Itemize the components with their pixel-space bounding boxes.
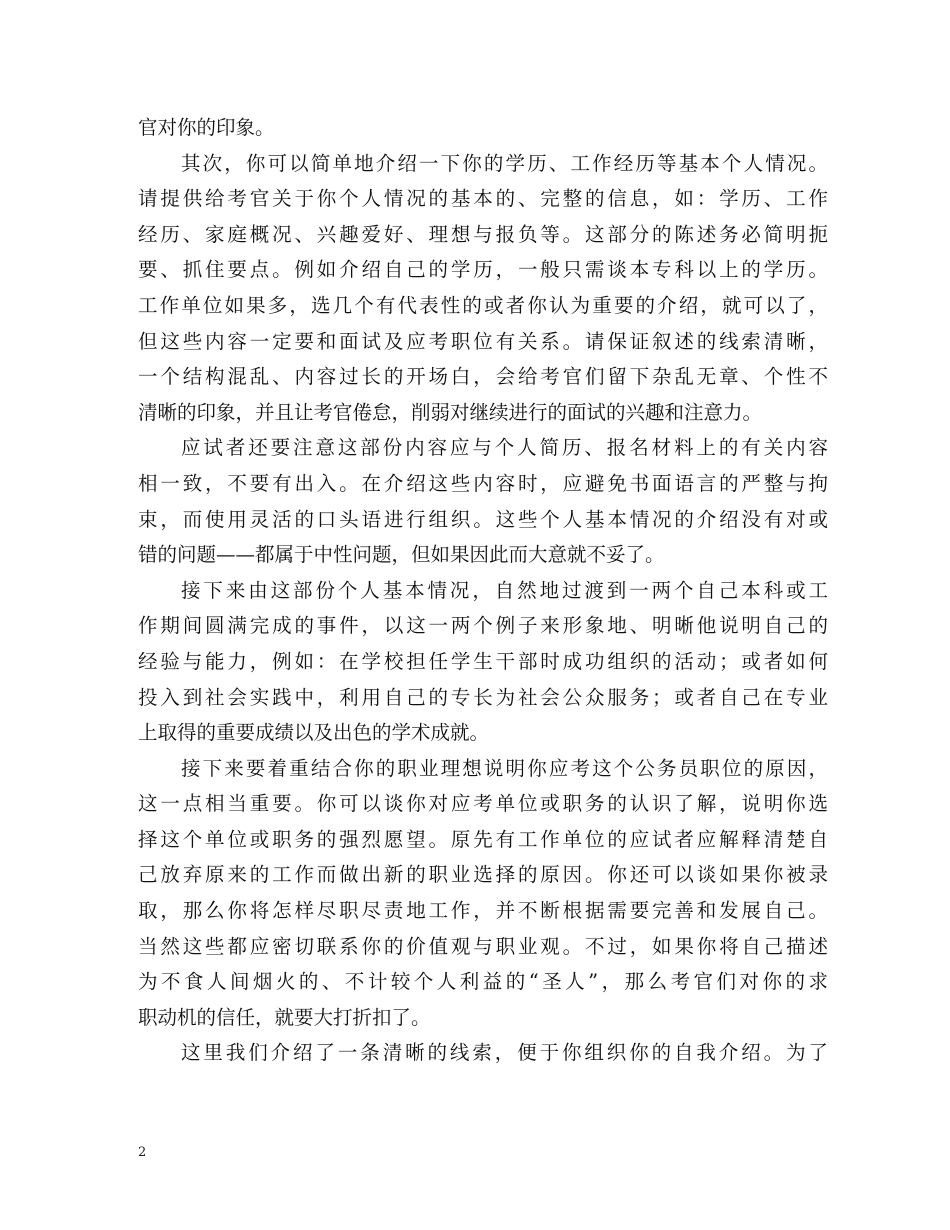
text-line: 工作单位如果多，选几个有代表性的或者你认为重要的介绍，就可以了， [138, 293, 828, 317]
text-line: 要、抓住要点。例如介绍自己的学历，一般只需谈本专科以上的学历。 [138, 258, 828, 282]
text-line: 接下来由这部份个人基本情况，自然地过渡到一两个自己本科或工 [181, 578, 828, 602]
text-line: 作期间圆满完成的事件，以这一两个例子来形象地、明晰他说明自己的 [138, 614, 828, 638]
page-number: 2 [138, 1145, 147, 1160]
text-line: 一个结构混乱、内容过长的开场白，会给考官们留下杂乱无章、个性不 [138, 365, 828, 389]
text-line: 职动机的信任，就要大打折扣了。 [138, 1005, 431, 1029]
text-line: 但这些内容一定要和面试及应考职位有关系。请保证叙述的线索清晰， [138, 329, 828, 353]
text-line: 错的问题——都属于中性问题，但如果因此而大意就不妥了。 [138, 543, 665, 567]
text-line: 经历、家庭概况、兴趣爱好、理想与报负等。这部分的陈述务必简明扼 [138, 222, 828, 246]
text-line: 经验与能力，例如：在学校担任学生干部时成功组织的活动；或者如何 [138, 649, 828, 673]
text-line: 当然这些都应密切联系你的价值观与职业观。不过，如果你将自己描述 [138, 934, 828, 958]
text-line: 这一点相当重要。你可以谈你对应考单位或职务的认识了解，说明你选 [138, 792, 828, 816]
text-line: 其次，你可以简单地介绍一下你的学历、工作经历等基本个人情况。 [181, 151, 828, 175]
text-line: 上取得的重要成绩以及出色的学术成就。 [138, 721, 490, 745]
text-line: 相一致，不要有出入。在介绍这些内容时，应避免书面语言的严整与拘 [138, 471, 828, 495]
text-line: 请提供给考官关于你个人情况的基本的、完整的信息，如：学历、工作 [138, 187, 828, 211]
text-line: 择这个单位或职务的强烈愿望。原先有工作单位的应试者应解释清楚自 [138, 827, 828, 851]
text-line: 接下来要着重结合你的职业理想说明你应考这个公务员职位的原因， [181, 756, 828, 780]
text-line: 投入到社会实践中，利用自己的专长为社会公众服务；或者自己在专业 [138, 685, 828, 709]
text-line: 己放弃原来的工作而做出新的职业选择的原因。你还可以谈如果你被录 [138, 863, 828, 887]
text-line: 取，那么你将怎样尽职尽责地工作，并不断根据需要完善和发展自己。 [138, 899, 828, 923]
text-line: 这里我们介绍了一条清晰的线索，便于你组织你的自我介绍。为了 [181, 1041, 828, 1065]
text-line: 应试者还要注意这部份内容应与个人简历、报名材料上的有关内容 [181, 436, 828, 460]
text-line: 为不食人间烟火的、不计较个人利益的“圣人”，那么考官们对你的求 [138, 970, 828, 994]
document-body [138, 110, 828, 1071]
text-line: 束，而使用灵活的口头语进行组织。这些个人基本情况的介绍没有对或 [138, 507, 828, 531]
text-line: 清晰的印象，并且让考官倦怠，削弱对继续进行的面试的兴趣和注意力。 [138, 400, 763, 424]
text-line: 官对你的印象。 [138, 116, 275, 139]
